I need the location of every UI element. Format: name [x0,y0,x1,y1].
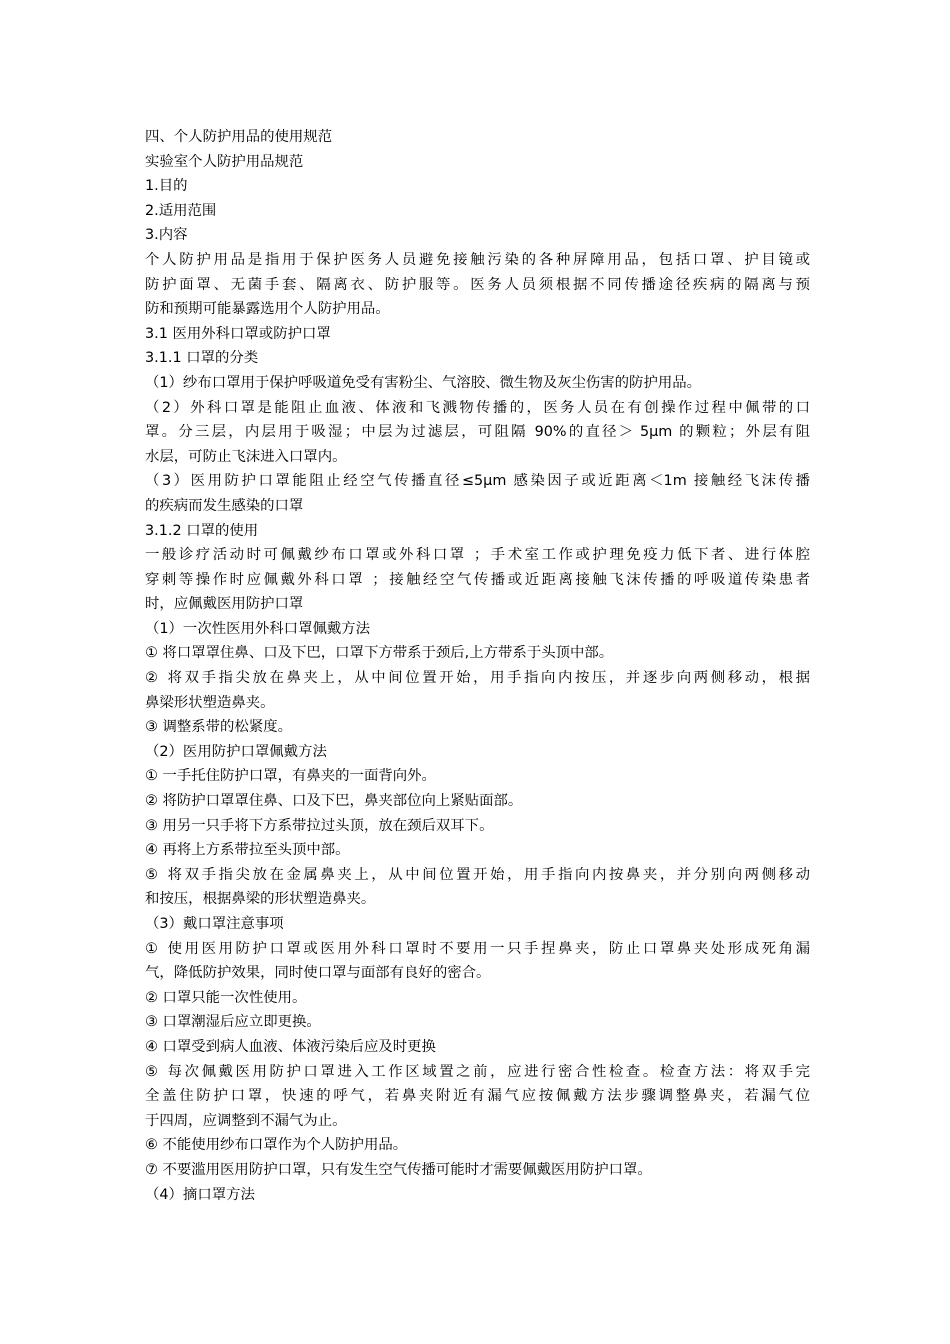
text-line: （2）外科口罩是能阻止血液、体液和飞溅物传播的，医务人员在有创操作过程中佩带的口 [145,399,810,416]
text-line: 水层，可防止飞沫进入口罩内。 [145,448,347,465]
text-line: 2.适用范围 [145,202,217,219]
text-line: ⑤ 将双手指尖放在金属鼻夹上，从中间位置开始，用手指向内按鼻夹，并分别向两侧移动 [145,866,810,883]
text-line: 实验室个人防护用品规范 [145,153,304,170]
text-line: 鼻梁形状塑造鼻夹。 [145,694,275,711]
text-line: 于四周，应调整到不漏气为止。 [145,1112,347,1129]
text-line: 3.1 医用外科口罩或防护口罩 [145,325,331,342]
text-line: 四、个人防护用品的使用规范 [145,129,333,145]
text-line: ⑦ 不要滥用医用防护口罩，只有发生空气传播可能时才需要佩戴医用防护口罩。 [145,1161,652,1178]
text-line: 防护面罩、无菌手套、隔离衣、防护服等。医务人员须根据不同传播途径疾病的隔离与预 [145,276,810,293]
text-line: 一般诊疗活动时可佩戴纱布口罩或外科口罩 ；手术室工作或护理免疫力低下者、进行体腔 [145,547,810,564]
text-line: ④ 口罩受到病人血液、体液污染后应及时更换 [145,1038,436,1055]
text-line: 全盖住防护口罩，快速的呼气，若鼻夹附近有漏气应按佩戴方法步骤调整鼻夹，若漏气位 [145,1088,810,1105]
text-line: ③ 口罩潮湿后应立即更换。 [145,1014,321,1031]
text-line: （4）摘口罩方法 [145,1186,255,1203]
text-line: 时，应佩戴医用防护口罩 [145,596,304,613]
text-line: （1）纱布口罩用于保护呼吸道免受有害粉尘、气溶胶、微生物及灰尘伤害的防护用品。 [145,374,702,391]
text-line: 罩。分三层，内层用于吸湿；中层为过滤层，可阻隔 90%的直径＞ 5μm 的颗粒；外层有阻 [145,424,810,441]
text-line: ③ 用另一只手将下方系带拉过头顶，放在颈后双耳下。 [145,817,494,834]
text-line: （3）医用防护口罩能阻止经空气传播直径≤5μm 感染因子或近距离＜1m 接触经飞沫传播 [145,473,810,490]
text-line: ④ 再将上方系带拉至头顶中部。 [145,842,350,859]
text-line: （3）戴口罩注意事项 [145,916,284,932]
text-line: 3.1.1 口罩的分类 [145,350,259,367]
text-line: ② 将防护口罩罩住鼻、口及下巴，鼻夹部位向上紧贴面部。 [145,793,523,810]
text-line: ② 口罩只能一次性使用。 [145,989,307,1006]
text-line: （2）医用防护口罩佩戴方法 [145,743,327,760]
text-line: ⑤ 每次佩戴医用防护口罩进入工作区域置之前，应进行密合性检查。检查方法：将双手完 [145,1063,810,1080]
text-line: 个人防护用品是指用于保护医务人员避免接触污染的各种屏障用品，包括口罩、护目镜或 [145,251,810,268]
text-line: ① 使用医用防护口罩或医用外科口罩时不要用一只手捏鼻夹，防止口罩鼻夹处形成死角漏 [145,940,810,957]
text-line: ① 一手托住防护口罩，有鼻夹的一面背向外。 [145,768,436,785]
text-line: 的疾病而发生感染的口罩 [145,497,304,514]
text-line: 穿刺等操作时应佩戴外科口罩 ；接触经空气传播或近距离接触飞沫传播的呼吸道传染患者 [145,571,810,588]
text-line: ③ 调整系带的松紧度。 [145,719,292,736]
text-line: （1）一次性医用外科口罩佩戴方法 [145,620,371,637]
text-line: 3.内容 [145,227,188,244]
text-line: 和按压，根据鼻梁的形状塑造鼻夹。 [145,891,376,908]
text-line: ① 将口罩罩住鼻、口及下巴，口罩下方带系于颈后,上方带系于头顶中部。 [145,645,614,662]
text-line: ② 将双手指尖放在鼻夹上，从中间位置开始，用手指向内按压，并逐步向两侧移动，根据 [145,670,810,687]
text-line: 3.1.2 口罩的使用 [145,522,259,539]
text-line: 1.目的 [145,178,188,195]
text-line: 防和预期可能暴露选用个人防护用品。 [145,301,390,318]
text-line: 气，降低防护效果，同时使口罩与面部有良好的密合。 [145,965,491,982]
document-body [145,125,810,1207]
text-line: ⑥ 不能使用纱布口罩作为个人防护用品。 [145,1137,408,1154]
